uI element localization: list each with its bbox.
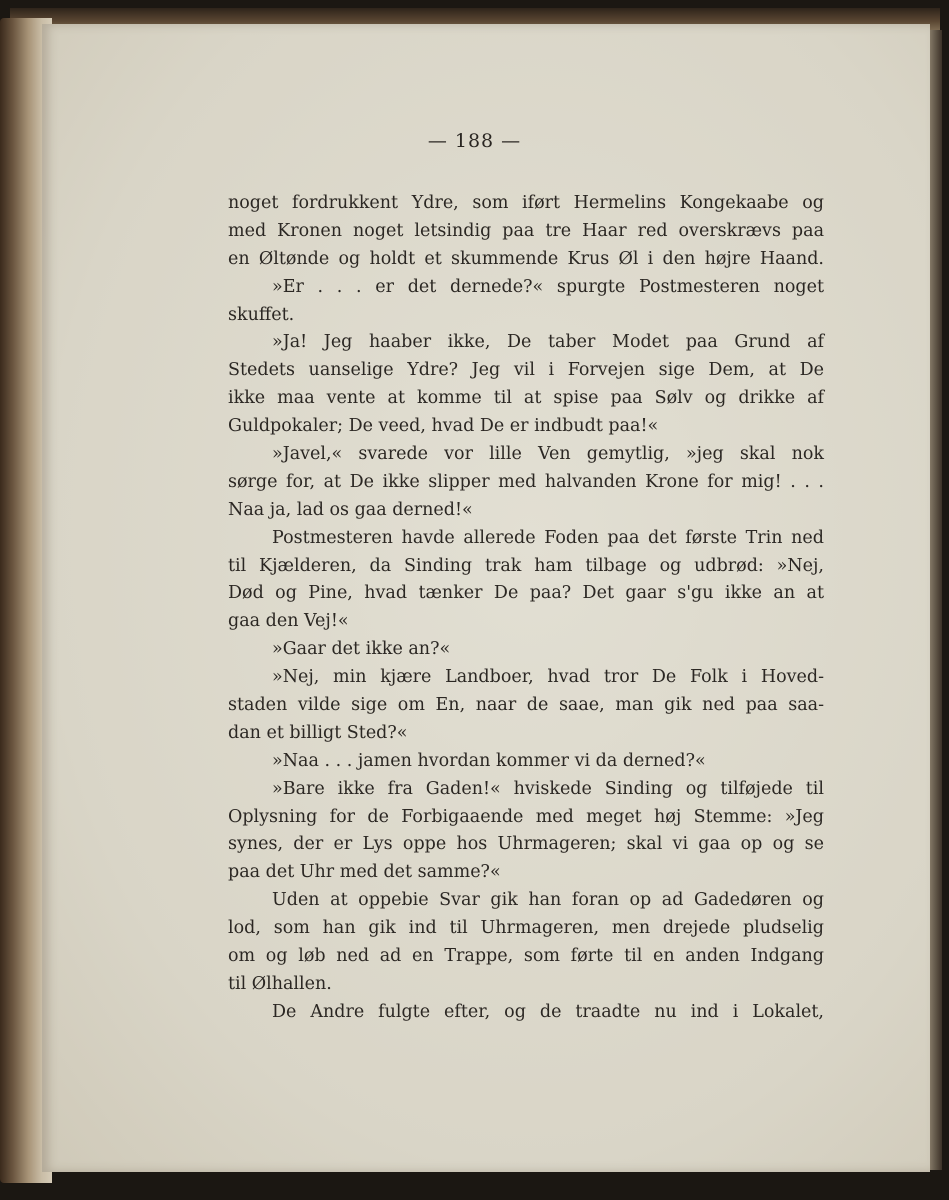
text-line: om og løb ned ad en Trappe, som førte til en anden Indgang: [228, 946, 824, 967]
text-line: gaa den Vej!«: [228, 611, 349, 632]
text-line: lod, som han gik ind til Uhrmageren, men drejede pludselig: [228, 918, 824, 939]
text-line: til Kjælderen, da Sinding trak ham tilbage og udbrød: »Nej,: [228, 555, 824, 576]
page-number: — 188 —: [427, 130, 522, 152]
text-line: Stedets uanselige Ydre? Jeg vil i Forvejen sige Dem, at De: [228, 360, 824, 381]
page-body-text: [228, 190, 824, 1027]
text-line: ikke maa vente at komme til at spise paa Sølv og drikke af: [228, 388, 824, 409]
text-line: dan et billigt Sted?«: [228, 722, 408, 743]
text-line: noget fordrukkent Ydre, som iført Hermelins Kongekaabe og: [228, 193, 824, 213]
text-line: synes, der er Lys oppe hos Uhrmageren; skal vi gaa op og se: [228, 834, 824, 855]
text-line: paa det Uhr med det samme?«: [228, 862, 501, 883]
text-line: skuffet.: [228, 304, 295, 325]
text-line: »Nej, min kjære Landboer, hvad tror De Folk i Hoved-: [272, 667, 824, 688]
text-line: Uden at oppebie Svar gik han foran op ad Gadedøren og: [272, 890, 824, 911]
text-line: Guldpokaler; De veed, hvad De er indbudt paa!«: [228, 416, 659, 437]
text-line: Oplysning for de Forbigaaende med meget høj Stemme: »Jeg: [228, 806, 824, 827]
text-line: staden vilde sige om En, naar de saae, man gik ned paa saa-: [228, 695, 824, 716]
text-line: sørge for, at De ikke slipper med halvanden Krone for mig! . . .: [228, 471, 824, 492]
text-line: en Øltønde og holdt et skummende Krus Øl i den højre Haand.: [228, 248, 824, 269]
text-line: Død og Pine, hvad tænker De paa? Det gaar s'gu ikke an at: [228, 583, 824, 604]
text-line: Postmesteren havde allerede Foden paa det første Trin ned: [272, 527, 824, 548]
text-line: med Kronen noget letsindig paa tre Haar red overskrævs paa: [228, 220, 824, 241]
page-right-edge: [928, 30, 942, 1170]
text-line: »Javel,« svarede vor lille Ven gemytlig, »jeg skal nok: [272, 444, 824, 465]
text-line: »Er . . . er det dernede?« spurgte Postmesteren noget: [272, 276, 824, 297]
text-line: »Gaar det ikke an?«: [272, 639, 451, 660]
text-line: »Bare ikke fra Gaden!« hviskede Sinding og tilføjede til: [272, 778, 824, 799]
text-line: »Ja! Jeg haaber ikke, De taber Modet paa Grund af: [272, 332, 824, 353]
text-line: De Andre fulgte efter, og de traadte nu ind i Lokalet,: [272, 1001, 824, 1022]
text-line: »Naa . . . jamen hvordan kommer vi da derned?«: [272, 750, 706, 771]
text-line: Naa ja, lad os gaa derned!«: [228, 499, 473, 520]
text-line: til Ølhallen.: [228, 973, 332, 994]
